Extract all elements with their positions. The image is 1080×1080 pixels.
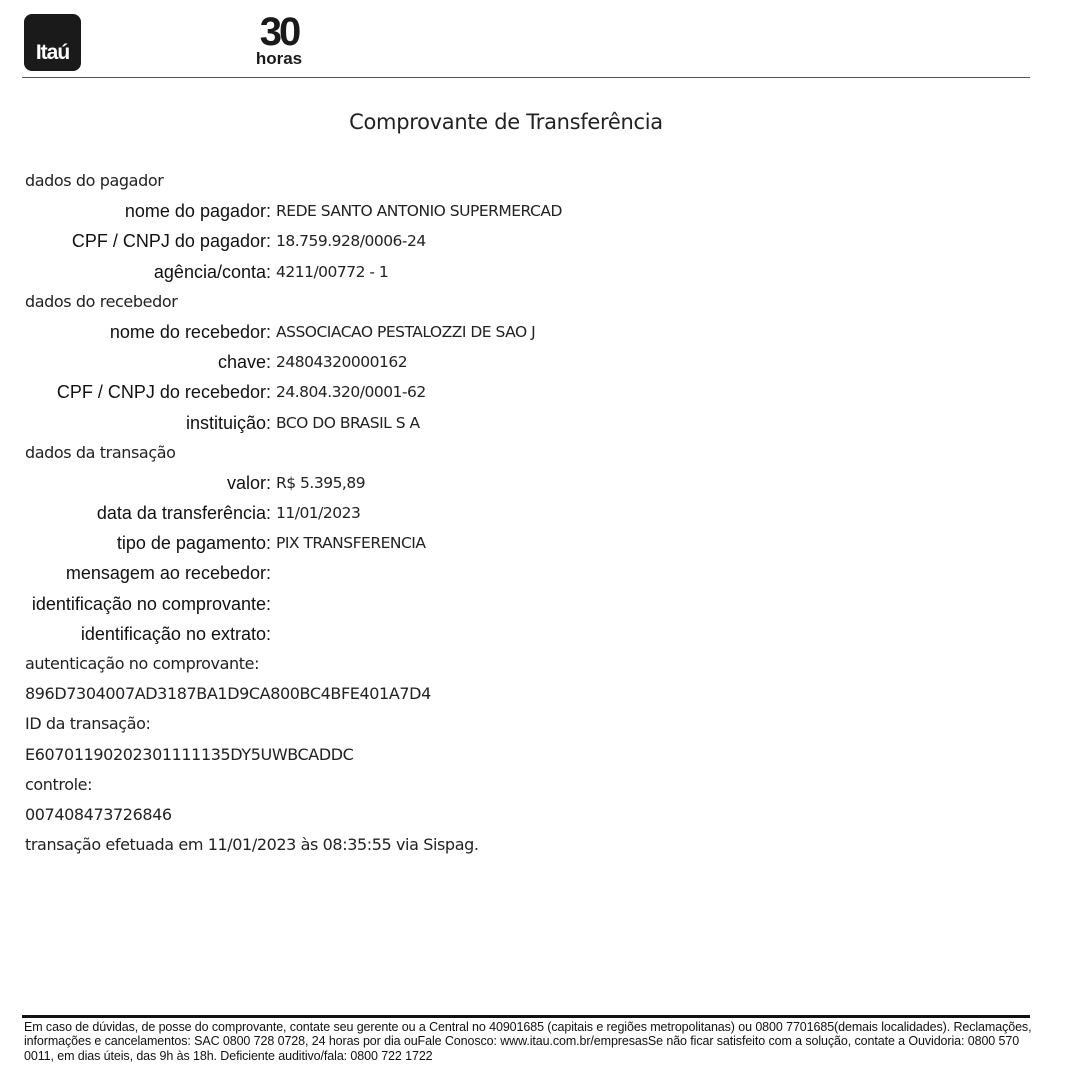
statement-identification-row [0,619,1080,649]
receipt-identification-row [0,589,1080,619]
header-divider [22,77,1030,78]
control-value: 007408473726846 [25,804,172,824]
30-horas-logo-word: horas [255,49,303,68]
transaction-id-label: ID da transação: [25,714,151,734]
payer-doc-row [0,226,1080,256]
control-label: controle: [25,774,93,794]
receiver-doc-row [0,377,1080,407]
receiver-message-row [0,558,1080,588]
payer-account-label: agência/conta: [153,261,271,282]
receiver-key-label: chave: [217,352,271,373]
receiver-name-value: ASSOCIACAO PESTALOZZI DE SAO J [276,322,536,341]
itau-logo [24,14,81,71]
30-horas-logo [248,12,310,67]
authentication-label: autenticação no comprovante: [25,654,260,673]
amount-value: R$ 5.395,89 [276,473,366,492]
payer-account-value: 4211/00772 - 1 [276,262,389,281]
receiver-key-value: 24804320000162 [276,353,408,372]
payer-name-label: nome do pagador: [124,201,271,222]
receiver-message-label: mensagem ao recebedor: [65,563,271,584]
payer-name-value: REDE SANTO ANTONIO SUPERMERCAD [276,202,562,221]
page-title: Comprovante de Transferência [349,110,663,134]
amount-label: valor: [226,472,271,493]
section-receiver: dados do recebedor [25,291,178,311]
payer-name-row [0,196,1080,226]
receipt-identification-label: identificação no comprovante: [31,593,271,614]
transfer-date-row [0,498,1080,528]
receipt-body [0,166,1080,860]
transfer-date-label: data da transferência: [96,503,271,524]
30-horas-logo-number: 30 [259,10,299,54]
transaction-id-value: E60701190202301111135DY5UWBCADDC [25,744,354,764]
receiver-doc-value: 24.804.320/0001-62 [276,383,426,402]
receiver-institution-label: instituição: [185,412,271,433]
amount-row [0,468,1080,498]
receiver-name-label: nome do recebedor: [109,321,271,342]
receiver-key-row [0,347,1080,377]
receiver-doc-label: CPF / CNPJ do recebedor: [56,382,271,403]
transfer-date-value: 11/01/2023 [276,504,361,523]
receiver-institution-row [0,408,1080,438]
payment-type-row [0,528,1080,558]
payer-account-row [0,257,1080,287]
authentication-code: 896D7304007AD3187BA1D9CA800BC4BFE401A7D4 [25,684,431,704]
payer-doc-label: CPF / CNPJ do pagador: [71,231,271,252]
statement-identification-label: identificação no extrato: [80,623,271,644]
execution-statement: transação efetuada em 11/01/2023 às 08:35:55 via Sispag. [25,835,479,855]
payer-doc-value: 18.759.928/0006-24 [276,232,426,251]
footer-disclaimer: Em caso de dúvidas, de posse do comprovante, contate seu gerente ou a Central no 40901685 (capitais e regiões metropolitanas) ou 0800 7701685(demais localidades). Reclamações, informações e cancelamentos: SAC 0800 728 0728, 24 horas por dia ouFale Conosco: www.itau.com.br/empresasSe não ficar satisfeito com a solução, contate a Ouvidoria: 0800 570 0011, em dias úteis, das 9h às 18h. Deficiente auditivo/fala: 0800 722 1722 [24,1020,1032,1063]
payment-type-value: PIX TRANSFERENCIA [276,534,426,553]
receiver-institution-value: BCO DO BRASIL S A [276,413,420,432]
section-transaction: dados da transação [25,442,176,462]
itau-logo-text: Itaú [35,41,70,64]
receiver-name-row [0,317,1080,347]
section-payer: dados do pagador [25,171,164,190]
footer-divider [22,1015,1030,1018]
payment-type-label: tipo de pagamento: [116,533,271,554]
